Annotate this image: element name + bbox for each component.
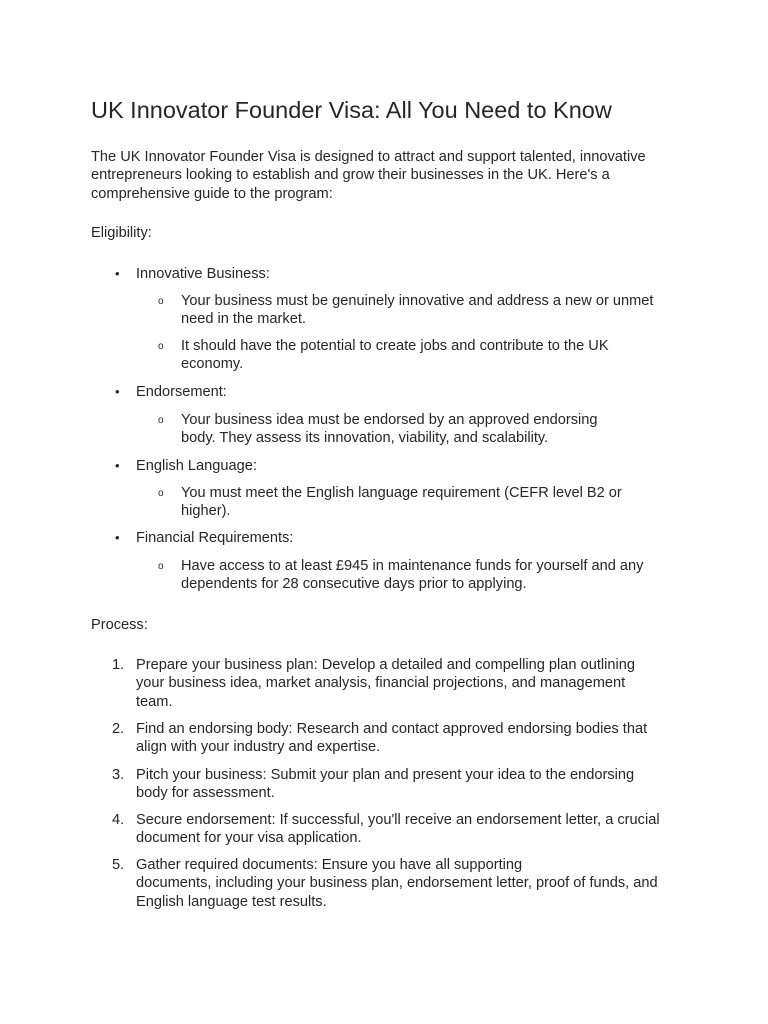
process-step [112,720,681,757]
step-line: Find an endorsing body: Research and contact approved endorsing bodies that [136,721,648,737]
document-title: UK Innovator Founder Visa: All You Need to Know [91,97,612,123]
intro-paragraph [91,148,691,203]
detail-line: Have access to at least £945 in maintenance funds for yourself and any [181,558,644,574]
step-number: 4. [112,812,125,828]
step-line: align with your industry and expertise. [136,739,381,756]
step-line: document for your visa application. [136,830,362,847]
eligibility-detail [158,557,681,594]
intro-line: The UK Innovator Founder Visa is designed to attract and support talented, innovative [91,149,646,165]
detail-line: Your business must be genuinely innovative and address a new or unmet [181,293,654,309]
sub-bullet-icon: o [158,488,164,499]
step-line: body for assessment. [136,785,275,802]
step-line: your business idea, market analysis, financial projections, and management [136,675,626,692]
eligibility-item [115,265,270,283]
process-step [112,766,681,803]
step-line: Prepare your business plan: Develop a detailed and compelling plan outlining [136,657,635,673]
eligibility-heading: Eligibility: [91,225,152,241]
step-number: 1. [112,657,125,673]
process-step [112,856,681,911]
step-number: 3. [112,767,125,783]
step-line: team. [136,693,173,710]
process-step [112,656,681,711]
step-line: Secure endorsement: If successful, you'll receive an endorsement letter, a crucial [136,812,660,828]
eligibility-label: Innovative Business: [136,266,270,282]
sub-bullet-icon: o [158,561,164,572]
detail-line: You must meet the English language requirement (CEFR level B2 or [181,485,622,501]
detail-line: higher). [181,503,231,520]
step-line: English language test results. [136,893,327,910]
eligibility-detail [158,337,681,374]
eligibility-item [115,457,257,475]
bullet-icon: • [115,530,120,545]
step-number: 5. [112,857,125,873]
process-heading: Process: [91,617,148,633]
step-number: 2. [112,721,125,737]
detail-line: It should have the potential to create jobs and contribute to the UK [181,338,609,354]
intro-line: entrepreneurs looking to establish and grow their businesses in the UK. Here's a [91,167,610,184]
sub-bullet-icon: o [158,341,164,352]
bullet-icon: • [115,458,120,473]
eligibility-detail [158,484,681,521]
step-line: Gather required documents: Ensure you have all supporting [136,857,523,873]
step-line: Pitch your business: Submit your plan and present your idea to the endorsing [136,767,635,783]
intro-line: comprehensive guide to the program: [91,185,333,202]
bullet-icon: • [115,266,120,281]
eligibility-label: Financial Requirements: [136,530,294,546]
sub-bullet-icon: o [158,415,164,426]
eligibility-detail [158,292,681,329]
eligibility-item [115,529,294,547]
detail-line: body. They assess its innovation, viability, and scalability. [181,430,549,447]
eligibility-label: Endorsement: [136,384,227,400]
detail-line: need in the market. [181,311,306,328]
eligibility-item [115,383,227,401]
bullet-icon: • [115,384,120,399]
process-step [112,811,681,848]
sub-bullet-icon: o [158,296,164,307]
detail-line: economy. [181,356,244,373]
detail-line: Your business idea must be endorsed by an approved endorsing [181,412,598,428]
step-line: documents, including your business plan, endorsement letter, proof of funds, and [136,875,658,892]
eligibility-label: English Language: [136,458,257,474]
eligibility-detail [158,411,681,448]
detail-line: dependents for 28 consecutive days prior to applying. [181,576,527,593]
